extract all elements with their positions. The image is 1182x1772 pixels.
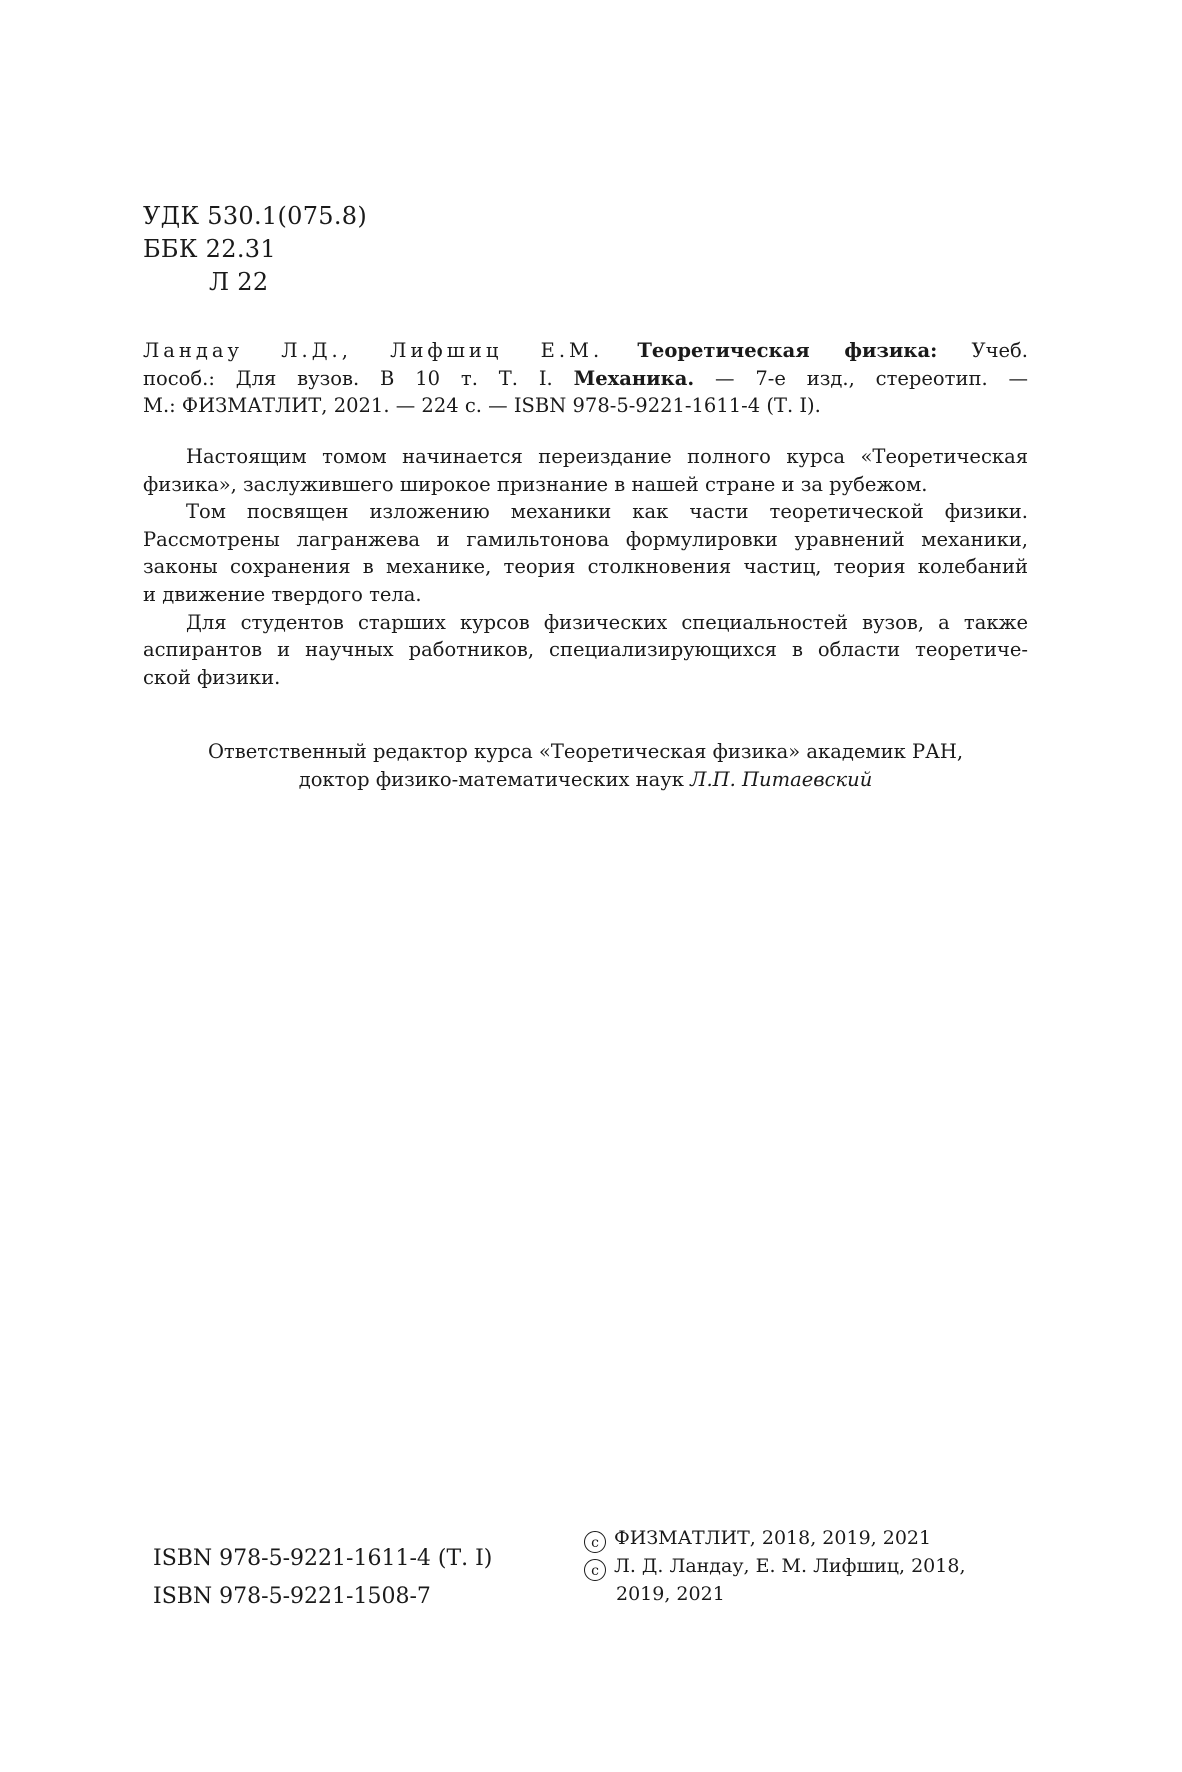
copyright-authors-line	[584, 1553, 1004, 1581]
udk-code: УДК 530.1(075.8)	[143, 202, 367, 230]
biblio-authors: Ландау Л.Д., Лифшиц Е.М.	[143, 339, 604, 362]
responsible-editor	[143, 738, 1028, 794]
copyright-publisher: ФИЗМАТЛИТ, 2018, 2019, 2021	[614, 1527, 932, 1549]
copyright-authors-years: 2019, 2021	[616, 1583, 725, 1605]
copyright-icon: c	[584, 1559, 606, 1581]
annotation	[143, 443, 1028, 691]
annotation-line: физика», заслужившего широкое признание в нашей стране и за рубежом.	[143, 472, 928, 496]
annotation-line: ской физики.	[143, 665, 281, 689]
isbn-series: ISBN 978-5-9221-1508-7	[153, 1584, 431, 1609]
biblio-line-2	[143, 365, 1028, 393]
annotation-line: законы сохранения в механике, теория столкновения частиц, теория колебаний	[143, 555, 1028, 579]
annotation-line: Рассмотрены лагранжева и гамильтонова формулировки уравнений механики,	[143, 527, 1028, 551]
classification-codes	[143, 200, 367, 299]
copyright-authors: Л. Д. Ландау, Е. М. Лифшиц, 2018,	[614, 1555, 966, 1577]
biblio-series-title: Теоретическая физика:	[637, 339, 938, 362]
annotation-line: Том посвящен изложению механики как части теоретической физики.	[186, 500, 1028, 524]
bbk-code: ББК 22.31	[143, 235, 276, 263]
biblio-line1-tail: Учеб.	[971, 339, 1028, 362]
biblio-line2-head: пособ.: Для вузов. В 10 т. Т. I.	[143, 366, 553, 390]
annotation-line: Настоящим томом начинается переиздание полного курса «Теоретическая	[186, 445, 1028, 468]
editor-name: Л.П. Питаевский	[690, 768, 873, 791]
editor-degree: доктор физико-математических наук	[298, 768, 684, 791]
biblio-line-3: М.: ФИЗМАТЛИТ, 2021. — 224 с. — ISBN 978-5-9221-1611-4 (Т. I).	[143, 394, 821, 418]
annotation-line: Для студентов старших курсов физических специальностей вузов, а также	[186, 610, 1028, 634]
biblio-volume-title: Механика.	[573, 366, 695, 390]
copyright-block	[584, 1525, 1004, 1607]
editor-line-1: Ответственный редактор курса «Теоретическая физика» академик РАН,	[207, 740, 964, 763]
copyright-icon: c	[584, 1531, 606, 1553]
biblio-line-1	[143, 337, 1028, 365]
author-mark: Л 22	[209, 268, 269, 296]
isbn-block	[153, 1540, 492, 1616]
annotation-line: аспирантов и научных работников, специализирующихся в области теоретиче-	[143, 638, 1028, 662]
copyright-publisher-line	[584, 1525, 1004, 1553]
editor-line-2	[143, 766, 1028, 794]
biblio-line2-tail: — 7-е изд., стереотип. —	[715, 366, 1029, 390]
isbn-volume: ISBN 978-5-9221-1611-4 (Т. I)	[153, 1546, 493, 1571]
bibliographic-record	[143, 337, 1028, 420]
annotation-line: и движение твердого тела.	[143, 582, 422, 606]
